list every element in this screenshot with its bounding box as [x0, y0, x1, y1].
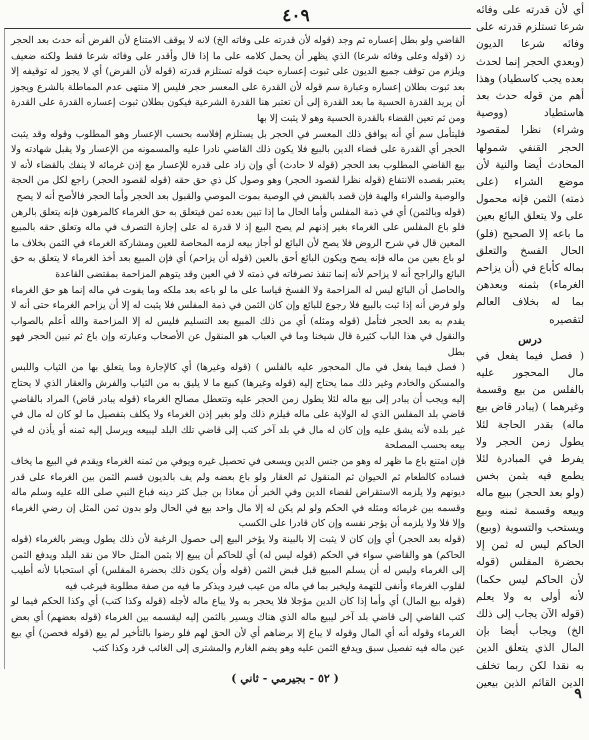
main-commentary-text: [5, 29, 471, 657]
main-commentary-column: [4, 28, 471, 669]
margin-text-continued: [474, 348, 586, 692]
main-paragraph: (قوله بعد الحجر) أي وإن كان لا يثبت إلا بالبينة ولا يؤخر البيع إلى حصول الرغبة لأن ذلك يطول ويضر بالغرماء (قوله الحاكم) هو والقاضي سواء في الحكم (قوله ليس له) أي للحاكم أن يبيع إلا بثمن المثل حالا من نقد البلد ويدفع الثمن إلى الغرماء وليس له أن يسلم المبيع قبل قبض الثمن (قوله وأن يكون ذلك بحضرة المفلس) أي استحبابا لأنه أطيب لقلوب الغرماء وأنفى للتهمة وليخبر بما في ماله من عيب فيرد ويذكر ما فيه من صفة مطلوبة فيرغب فيه: [11, 534, 465, 592]
margin-paragraph: ( فصل فيما يفعل في مال المحجور عليه بالفلس من بيع وقسمة وغيرهما ) (يبادر قاض بيع ماله) بقدر الحاجة لئلا يطول زمن الحجر ولا يفرط في المبادرة لئلا يطمع فيه بثمن بخس (ولو بعد الحجر) ببيع ماله وبيعه وقسمة ثمنه وبيع ويستحب والتسوية (وبيع) الحاكم ليس له ثمن إلا بحضرة المفلس (قوله لأن الحاكم ليس حكما) لأنه أولى به ولا يعلم (قوله الآن يجاب إلى ذلك الخ) ويجاب أيضا بإن المال الذي يتعلق الدين به نقدا لكن ربما تخلف الدين القائم الذين بيعين: [476, 349, 584, 689]
margin-paragraph: أي لأن قدرته على وفائه شرعا تستلزم قدرته على وفائه شرعا الديون (وبعدي الحجر إنما لحدث بعده يجب كاسطياد) وهذا أهم من قوله حدث بعد هاستطياد (ووصية وشراء) نظرا لمقصود الحجر القنفي شمولها المحادث أيضا والنية لأن موضع الشراء (على ذمته) الثمن فإنه محمول على ولا يتعلق البائع بعين ما باعه إلا الصحيح (فلو) الحال الفسخ والتعلق بماله كأباع في (أن يزاحم الغرماء) بثمنه وبعدهن بما له بخلاف العالم لتقصيره: [476, 4, 584, 326]
lesson-heading: درس: [518, 332, 542, 346]
margin-text: [474, 2, 586, 329]
footer-signature: ( ٥٢ - بجيرمي - ثاني ): [231, 672, 339, 685]
margin-text-column: [474, 2, 586, 692]
main-paragraph: والحاصل أن البائع ليس له المزاحمة ولا الفسخ قياسا على ما لو باعه بعد ملكه وما يفوت في ماله إنما هو حق الغرماء ولو فرض أنه إذا ثبت بالبيع فلا رجوع للبائع وإن كان الثمن في ذمة المفلس فلا يثبت له إلا أن يزاحم الغرماء حتى أنه لا يقدم به بعد الحجر فتأمل (قوله ومثله) أي من ذلك المبيع بعد التسليم فليس له إلا المزاحمة والله أعلم بالصواب والنقول في هذا الباب كثيرة قال شيخنا وما في العباب هو المنقول عن الأصحاب وعبارته وإن باع ثم تبين الحجر فهو بطل: [11, 284, 465, 358]
sheet-number: ٩: [574, 686, 582, 702]
main-paragraph: (قوله بيع المال) أي وأما إذا كان الدين مؤجلا فلا يحجر به ولا يباع ماله لأجله (قوله وكذا كتب) أي وكذا الحكم فيما لو كتب القاضي إلى قاضي بلد آخر ليبيع ماله الذي هناك ويسير بالثمن إليه ليقسمه بين الغرماء (قوله بعضهم) أي بعض الغرماء وقوله أنه أي المال وقوله لا يباع إلا برضاهم أي لأن الحق لهم فلو رضوا بالتأخير لم يبع (قوله فحصن) أي بيع عين ماله فيه تفصيل سبق ويدفع الثمن عليه وهو يضم الغارم والمشترى إلى الغائب فرد وكذا كتب: [11, 596, 465, 655]
main-paragraph: فليتأمل سم أي أنه يوافق ذلك المعسر في الحجر بل يستلزم إفلاسه بحسب الإعسار وهو المطلوب وقوله وقد يثبت الحجر أي القدرة على قضاء الدين بالبيع فلا يكون ذلك القاضي نادرا عليه والمسمونه من الإعسار ولا يقبل شهادته ولا بيع القاضي المطلوب بعد الحجر (قوله لا حادث) أي وإن زاد على قدره للإعسار مع إذن غرمائه لا ينفك بالقضاء لأنه لا يعتبر بقصده الانتفاع (قوله نظرا لقصود الحجر) وهو وصول كل ذي حق حقه (قوله لقصود الحجر) راجع لكل من الحجة والوصية والشراء والهبة فإن قصد بالقبض في الوصية بموت الموصي والقبول بعد الحجر وأما الحجر فالأصح أنه لا يصح: [11, 128, 465, 202]
main-paragraph: القاضي ولو بطل إعساره ثم وجد (قوله لأن قدرته على وفاته الخ) لانه لا يوقف الامتناع لأن الفرض أنه حدث بعد الحجر زد (قوله وعلى وفائه شرعا) الذي يظهر أن يحمل كلامه على ما إذا قال وأقدر على وفائه شرعا فقط ولكنه ضعيف ويلزم من توقف جميع الديون على ثبوت إعساره حيث قوله تستلزم قدرته (قوله لأن الفرض) أي لا يجوز له توقيفه إلا بعد ثبوت بطلان إعساره وعبارة سم قوله لأن القدرة على المعسر حجر فليس إلا منتهى عدم المماطلة بالشرع ويجوز أن يريد القدرة الحسية ما بعد القدرة إلى أن تعتبر هنا القدرة الشرعية فيكون بطلان ثبوت إعساره القدرة على القدرة ومن ثم تعين القضاء بالقدرة الحسية وهو لا يثبت إلا بها: [11, 35, 465, 124]
page-number: ٤٠٩: [282, 6, 310, 26]
main-paragraph: ( فصل فيما يفعل في مال المحجور عليه بالفلس ) (قوله وغيرها) أي كالإجارة وما يتعلق بها من الثياب واللبس والمسكن والخادم وغير ذلك مما يحتاج إليه (قوله وغيرها) كبيع ما لا يليق به من الثياب والفرش والعقار الذي لا يحتاج إليه ويجب أن يبادر إلى بيع ماله لئلا يطول زمن الحجر عليه وتتعطل مصالح الغرماء (قوله يبادر قاض) المراد بالقاضي قاضي بلد المفلس الذي له الولاية على ماله فيلزم ذلك ولو بغير إذن الغرماء ولا يكلف بتفصيل ما لو كان له مال في غير بلده لأنه يشق عليه وإن كان له مال في بلد آخر كتب إلى قاضي تلك البلد ليبيعه ويرسل إليه ثمنه أو يأذن له في بيعه بحسب المصلحة: [11, 362, 465, 452]
main-paragraph: فإن امتنع باع ما ظهر له وهو من جنس الدين ويسعى في تحصيل غيره ويوفي من ثمنه الغرماء ويقدم في البيع ما يخاف فساده كالطعام ثم الحيوان ثم المنقول ثم العقار ولو باع بعضه ولم يف بالديون قسم الثمن بين الغرماء على قدر ديونهم ولا يلزمه الاستقراض لقضاء الدين وفي الخبر أن معاذا بن جبل كثر دينه فباع النبي صلى الله عليه وسلم ماله وقسمه بين غرمائه ومثله في الحكم ولو لم يكن له إلا مال واحد بيع في الحال ولو بدون ثمن المثل إن رضي الغرماء وإلا فلا ولا يلزمه أن يؤجر نفسه وإن كان قادرا على الكسب: [11, 456, 465, 530]
main-paragraph: (قوله وبالثمن) أي في ذمة المفلس وأما الحال ما إذا تبين بعده ثمن فيتعلق به حق الغرماء كالمرهون فإنه يتعلق بالرهن فلو باع المفلس على الغرماء بغير إذنهم لم يصح البيع إذ لا قدرة له على إجازة التصرف في ماله وتعلق حقه بالمبيع المعين قال في شرح الروض فلا يصح لأن البائع لو أجاز بيعه لزمه المحاصة للعين ومشاركة الغرماء في الثمن بخلاف ما لو باع بعين من ماله فإنه يصح ويكون البائع أحق بالعين (قوله أن يزاحم) أي فإن المبيع بعد أخذ الغرماء لا يتعلق به حق البائع والراجح أنه لا يزاحم لأنه إنما تنفذ تصرفاته في ذمته لا في العين وقد يتوهم المزاحمة بمقتضى القاعدة: [11, 206, 465, 280]
